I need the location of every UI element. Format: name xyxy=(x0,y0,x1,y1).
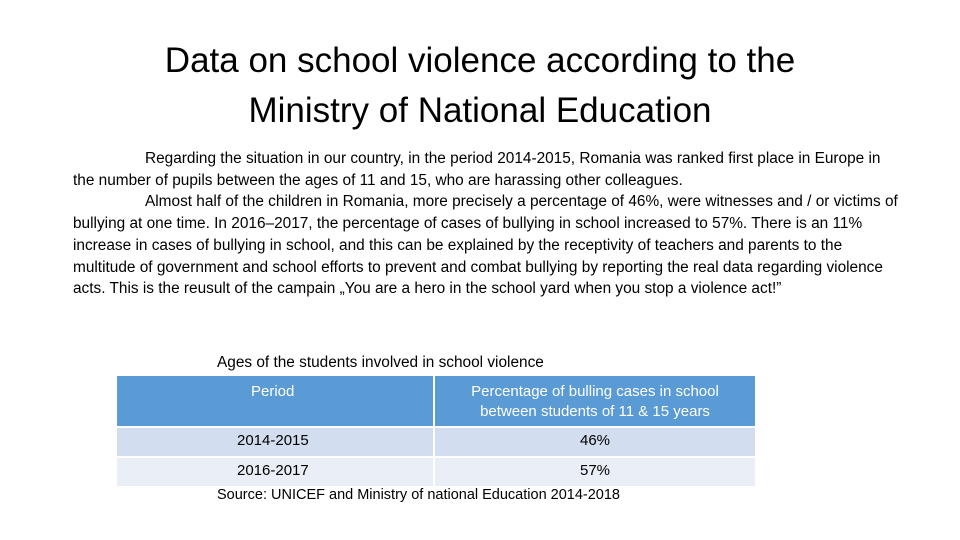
body-text xyxy=(73,148,903,300)
paragraph-2: Almost half of the children in Romania, more precisely a percentage of 46%, were witnesses and / or victims of bullying at one time. In 2016–2017, the percentage of cases of bullying in school increased to 57%. There is an 11% increase in cases of bullying in school, and this can be explained by the receptivity of teachers and parents to the multitude of government and school efforts to prevent and combat bullying by reporting the real data regarding violence acts. This is the reusult of the campain „You are a hero in the school yard when you stop a violence act!” xyxy=(73,193,898,298)
header-percentage-line-2: between students of 11 & 15 years xyxy=(480,403,710,420)
table-row xyxy=(117,457,755,486)
cell-percentage: 57% xyxy=(434,457,755,486)
cell-period: 2014-2015 xyxy=(117,427,434,457)
cell-percentage: 46% xyxy=(434,427,755,457)
source-note: Source: UNICEF and Ministry of national Education 2014-2018 xyxy=(217,487,620,503)
slide-title xyxy=(60,36,900,136)
title-line-1: Data on school violence according to the xyxy=(164,41,796,80)
header-percentage-line-1: Percentage of bulling cases in school xyxy=(471,383,719,400)
table-caption: Ages of the students involved in school violence xyxy=(217,354,544,371)
table-row xyxy=(117,427,755,457)
header-period: Period xyxy=(117,376,434,427)
cell-period: 2016-2017 xyxy=(117,457,434,486)
header-percentage xyxy=(434,376,755,427)
title-line-2: Ministry of National Education xyxy=(248,91,712,130)
bullying-data-table xyxy=(117,376,755,486)
paragraph-1: Regarding the situation in our country, in the period 2014-2015, Romania was ranked first place in Europe in the number of pupils between the ages of 11 and 15, who are harassing other colleagues. xyxy=(73,150,881,189)
table-header-row xyxy=(117,376,755,427)
